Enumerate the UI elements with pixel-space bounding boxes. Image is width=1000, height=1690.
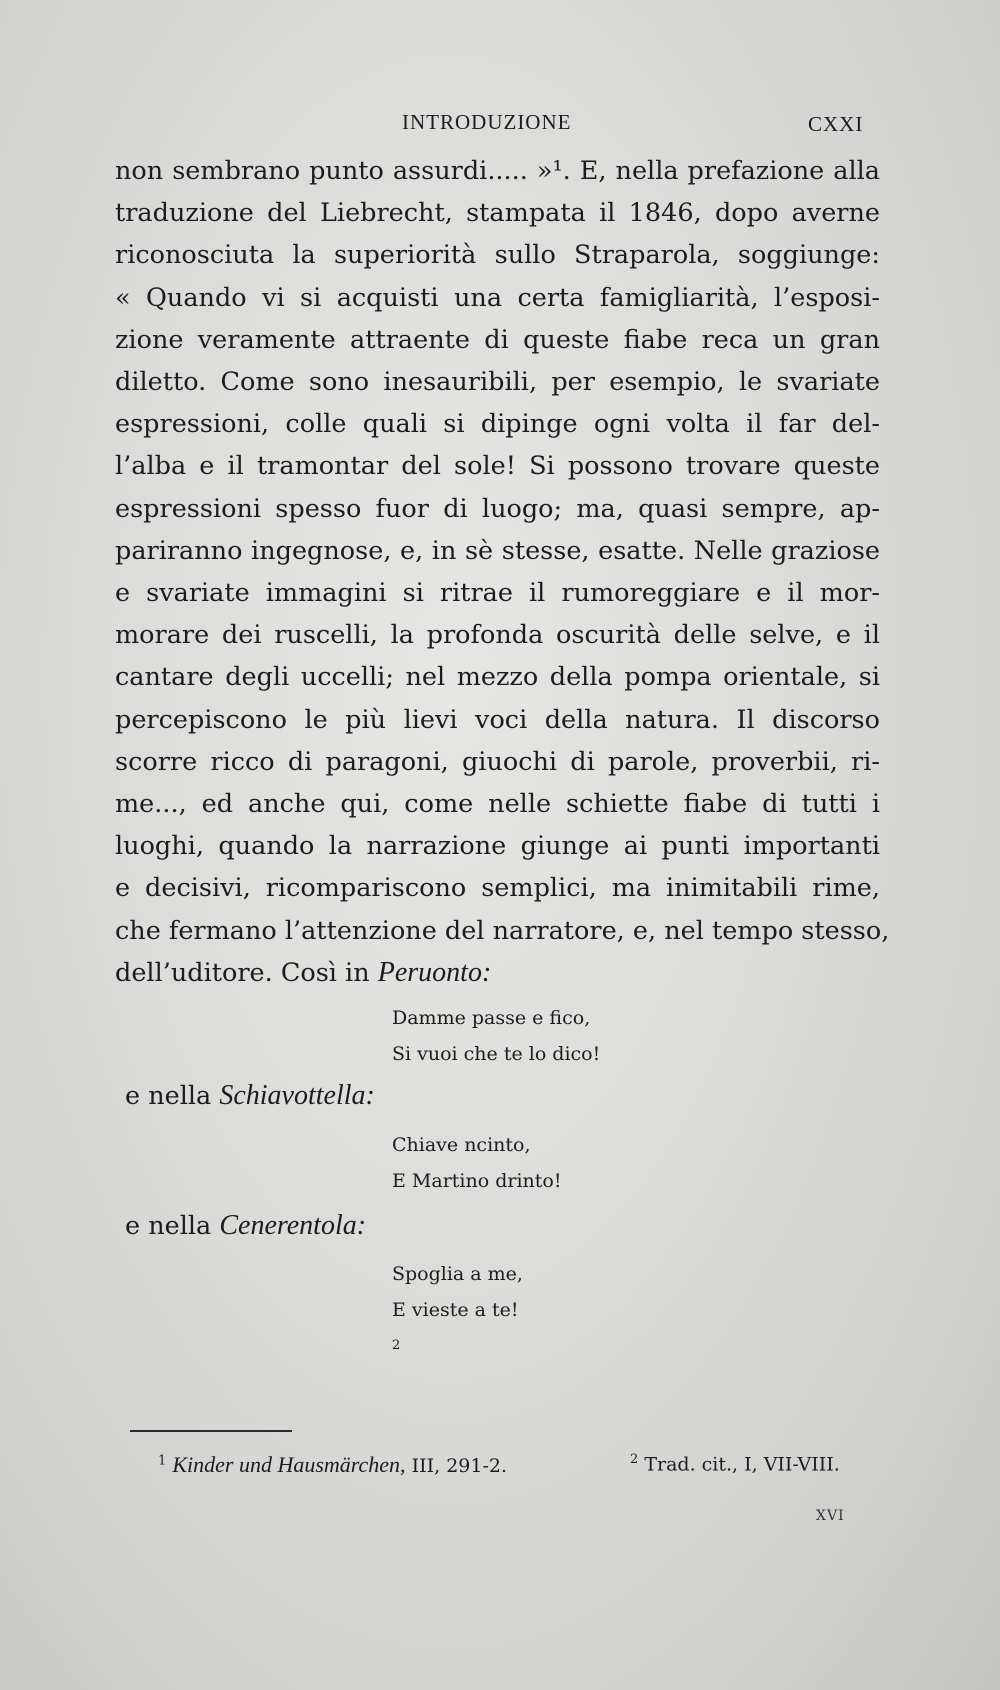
verse-line: Spoglia a me, bbox=[392, 1263, 523, 1285]
title-schiavottella: Schiavottella bbox=[219, 1080, 366, 1111]
body-line: e svariate immagini si ritrae il rumoreggiare e il mor- bbox=[115, 578, 880, 609]
verse-line: Chiave ncinto, bbox=[392, 1134, 531, 1156]
body-line: traduzione del Liebrecht, stampata il 1846, dopo averne bbox=[115, 198, 880, 229]
footnote-1 bbox=[158, 1452, 507, 1478]
verse-line: Si vuoi che te lo dico! bbox=[392, 1043, 601, 1065]
footnote-rule bbox=[130, 1430, 292, 1432]
body-line: cantare degli uccelli; nel mezzo della pompa orientale, si bbox=[115, 662, 880, 693]
signature-mark: XVI bbox=[816, 1508, 845, 1524]
body-line: l’alba e il tramontar del sole! Si possono trovare queste bbox=[115, 451, 880, 482]
body-line: « Quando vi si acquisti una certa famigliarità, l’esposi- bbox=[115, 282, 880, 313]
body-text bbox=[115, 150, 890, 994]
verse-schiavottella bbox=[392, 1127, 561, 1199]
last-line-colon: : bbox=[481, 956, 492, 988]
intro-schiavottella bbox=[125, 1080, 375, 1112]
footnote-1-mark: 1 bbox=[158, 1453, 167, 1469]
intro-colon: : bbox=[365, 1080, 375, 1111]
body-line: e decisivi, ricompariscono semplici, ma inimitabili rime, bbox=[115, 873, 880, 904]
verse-line: E Martino drinto! bbox=[392, 1170, 562, 1192]
running-title: INTRODUZIONE bbox=[402, 110, 572, 134]
body-line: espressioni spesso fuor di luogo; ma, quasi sempre, ap- bbox=[115, 493, 880, 524]
verse-line-text: E vieste a te! bbox=[392, 1299, 519, 1321]
intro-prefix: e nella bbox=[125, 1211, 220, 1241]
body-line: percepiscono le più lievi voci della natura. Il discorso bbox=[115, 704, 880, 735]
body-last-line bbox=[115, 952, 880, 994]
verse-peruonto bbox=[392, 1000, 600, 1072]
body-line: che fermano l’attenzione del narratore, e, nel tempo stesso, bbox=[115, 915, 890, 946]
footnote-2-mark: 2 bbox=[630, 1452, 639, 1467]
body-line: me..., ed anche qui, come nelle schiette fiabe di tutti i bbox=[115, 789, 880, 820]
footnote-1-ref: III, 291-2. bbox=[405, 1455, 508, 1477]
body-line: morare dei ruscelli, la profonda oscurità delle selve, e il bbox=[115, 620, 880, 651]
body-line: espressioni, colle quali si dipinge ogni volta il far del- bbox=[115, 409, 880, 440]
verse-line bbox=[392, 1292, 523, 1368]
body-line: pariranno ingegnose, e, in sè stesse, esatte. Nelle graziose bbox=[115, 535, 880, 566]
footnote-2-text: Trad. cit., I, VII-VIII. bbox=[638, 1453, 840, 1476]
last-line-prefix: dell’uditore. Così in bbox=[115, 957, 378, 988]
body-line: zione veramente attraente di queste fiabe reca un gran bbox=[115, 324, 880, 355]
verse-line: Damme passe e fico, bbox=[392, 1007, 591, 1029]
body-line: riconosciuta la superiorità sullo Straparola, soggiunge: bbox=[115, 240, 880, 271]
body-line: non sembrano punto assurdi..... »¹. E, nella prefazione alla bbox=[115, 156, 880, 186]
title-peruonto: Peruonto bbox=[377, 956, 482, 988]
body-line: diletto. Come sono inesauribili, per esempio, le svariate bbox=[115, 367, 880, 398]
footnote-ref-2: 2 bbox=[392, 1338, 401, 1353]
intro-prefix: e nella bbox=[125, 1081, 220, 1111]
running-head bbox=[0, 108, 1000, 138]
verse-cenerentola bbox=[392, 1256, 523, 1368]
intro-cenerentola bbox=[125, 1210, 366, 1242]
body-line: scorre ricco di paragoni, giuochi di parole, proverbii, ri- bbox=[115, 746, 880, 777]
footnote-1-title: Kinder und Hausmärchen, bbox=[172, 1452, 406, 1477]
body-line: luoghi, quando la narrazione giunge ai punti importanti bbox=[115, 831, 880, 862]
page-number: CXXI bbox=[808, 112, 864, 136]
title-cenerentola: Cenerentola bbox=[219, 1210, 357, 1241]
footnote-2 bbox=[630, 1452, 840, 1475]
intro-colon: : bbox=[356, 1210, 367, 1241]
